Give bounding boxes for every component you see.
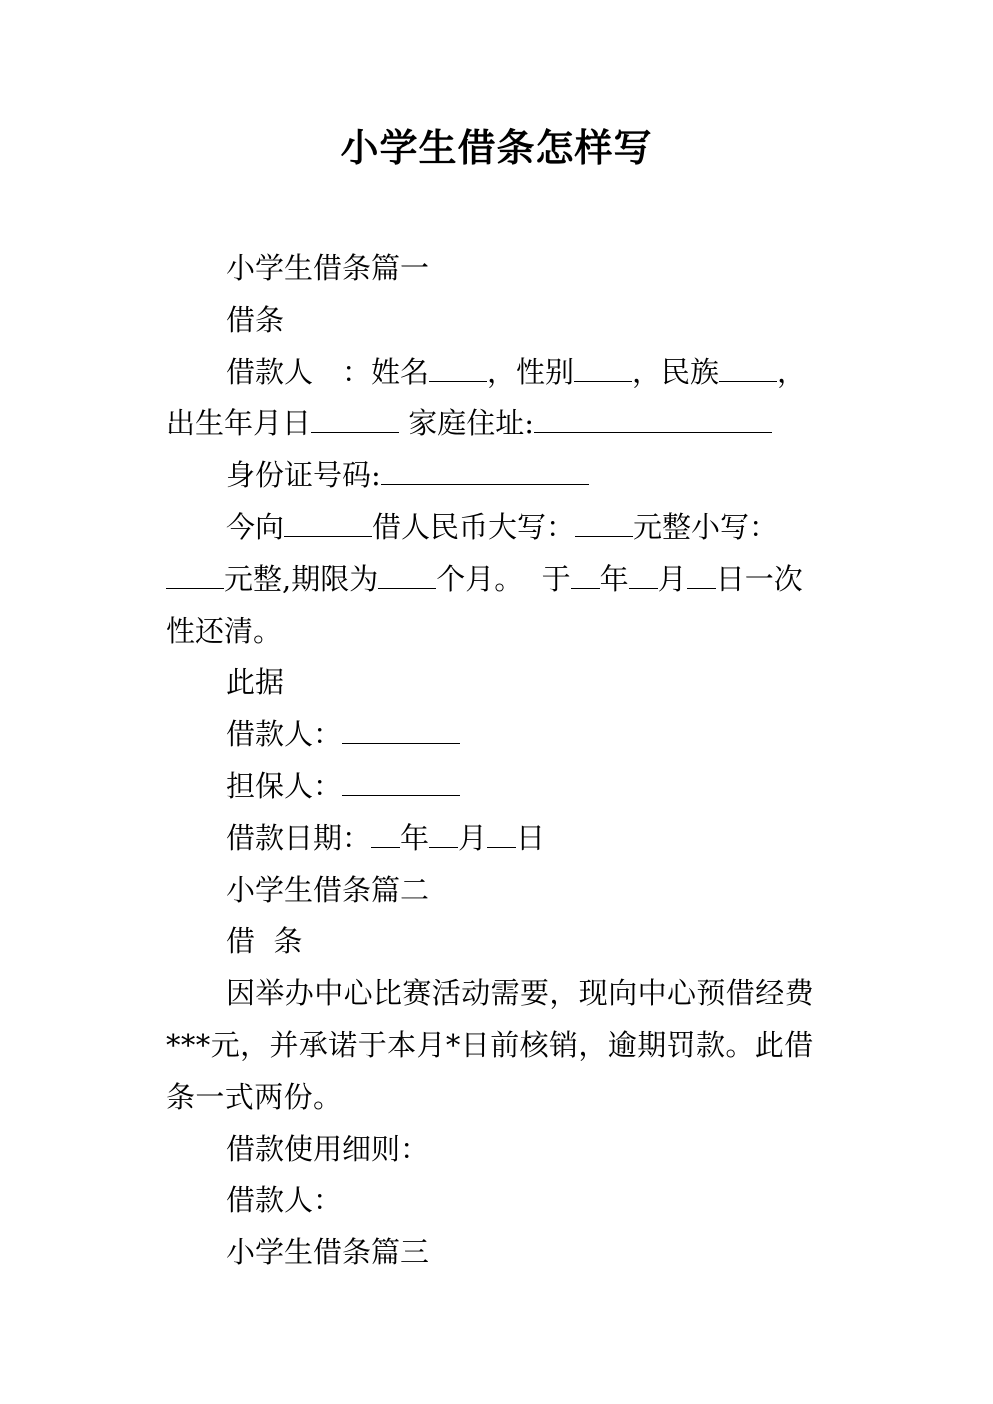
amount-lower-blank [166, 564, 224, 589]
day-blank [687, 564, 716, 589]
month-blank [629, 564, 658, 589]
document-body [166, 243, 830, 1279]
borrower-sign-blank [342, 719, 460, 744]
guarantor-sign-blank [342, 771, 460, 796]
evidence-line: 此据 [226, 665, 285, 700]
lender-blank [284, 512, 372, 537]
section-heading-2: 小学生借条篇二 [226, 872, 430, 907]
ethnicity-blank [719, 357, 777, 382]
borrower-line-2: 借款人： [226, 1183, 343, 1218]
loan-amount-line: 今向 借人民币大写： 元整小写： [226, 509, 779, 544]
loan-day-blank [487, 823, 516, 848]
id-number-line: 身份证号码: [166, 450, 830, 502]
page-title: 小学生借条怎样写 [340, 126, 653, 170]
amount-upper-blank [575, 512, 633, 537]
address-blank [534, 408, 772, 433]
id-number-blank [381, 460, 589, 485]
loan-month-blank [429, 823, 458, 848]
iou-heading-2: 借 条 [226, 924, 303, 959]
loan-term-line: 元整,期限为 个月。 于 年 月 日一次 [166, 554, 830, 606]
borrower-sign-line: 借款人： [166, 709, 830, 761]
section-heading-1: 小学生借条篇一 [226, 251, 430, 285]
guarantor-sign-line: 担保人： [166, 761, 830, 813]
birthdate-blank [311, 408, 399, 433]
year-blank [571, 564, 600, 589]
repayment-line: 性还清。 [166, 613, 283, 648]
section-heading-3: 小学生借条篇三 [226, 1235, 430, 1270]
name-blank [429, 357, 487, 382]
iou-heading-1: 借条 [226, 302, 285, 337]
usage-rules-line: 借款使用细则： [226, 1131, 430, 1166]
loan-year-blank [371, 823, 400, 848]
loan-date-line: 借款日期： 年 月 日 [226, 820, 546, 855]
borrower-info-line: 借款人 ：姓名 ，性别 ，民族 ， [226, 354, 807, 389]
term-blank [378, 564, 436, 589]
iou-body-paragraph: 因举办中心比赛活动需要，现向中心预借经费***元，并承诺于本月*日前核销，逾期罚款。此借条一式两份。 [166, 976, 815, 1114]
birth-address-line: 出生年月日 家庭住址: [166, 398, 830, 450]
gender-blank [574, 357, 632, 382]
